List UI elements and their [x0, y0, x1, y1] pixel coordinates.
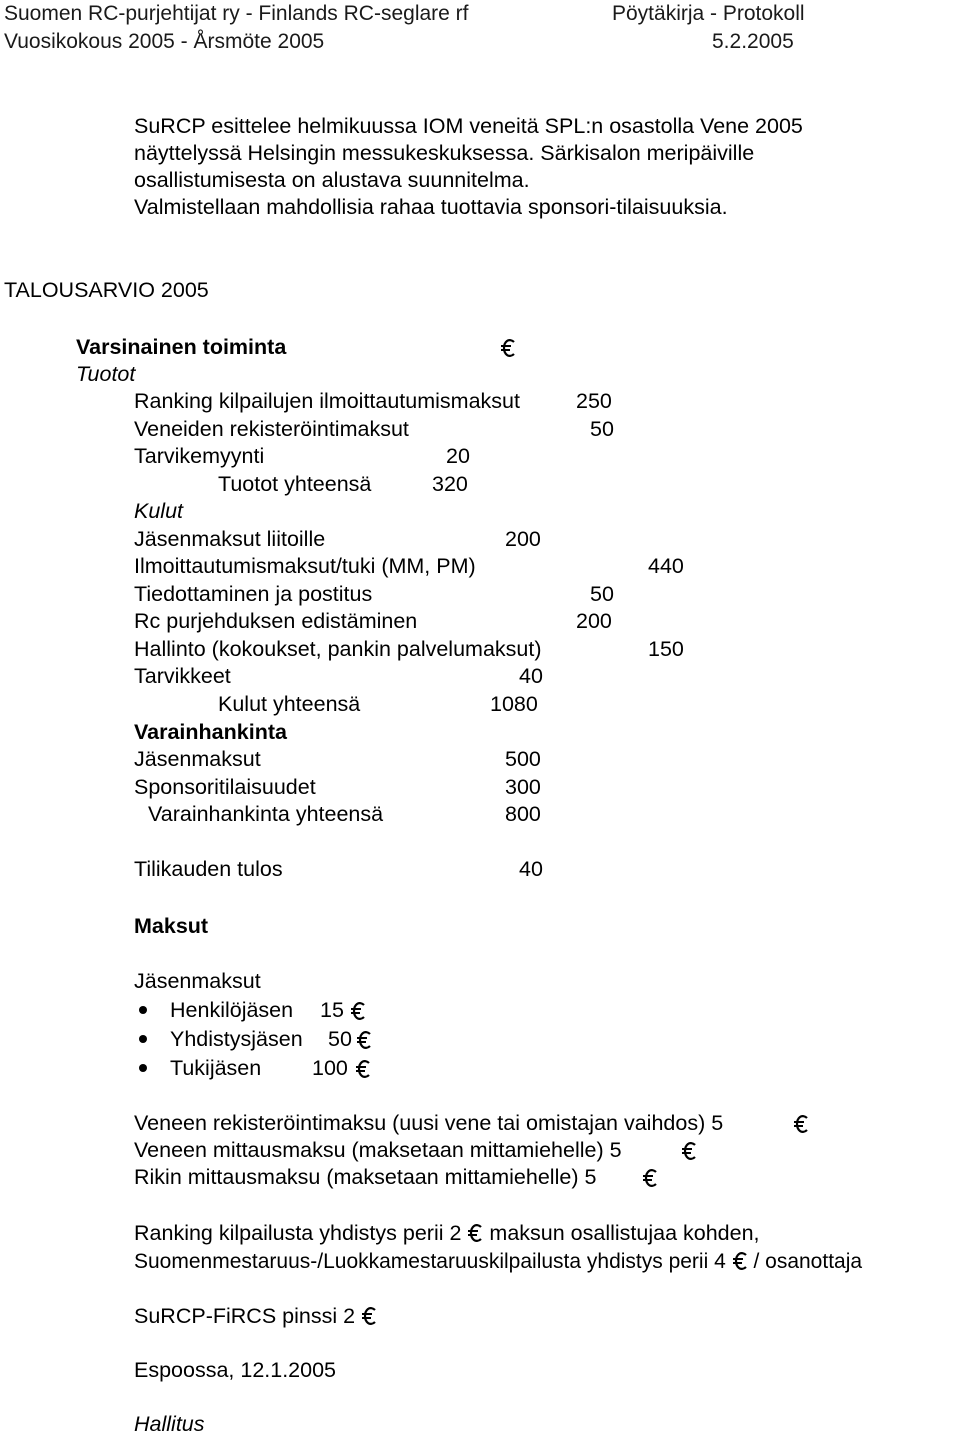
funding-heading: Varainhankinta [134, 720, 287, 744]
budget-title: TALOUSARVIO 2005 [4, 278, 209, 302]
income-row-label: Ranking kilpailujen ilmoittautumismaksut [134, 389, 520, 413]
income-total-value: 320 [432, 472, 468, 496]
fee-line: Veneen rekisteröintimaksu (uusi vene tai omistajan vaihdos) 5 [134, 1111, 724, 1135]
membership-item-amount: 100 [312, 1056, 348, 1080]
header-document-type: Pöytäkirja - Protokoll [612, 2, 805, 25]
expense-row-label: Rc purjehduksen edistäminen [134, 609, 418, 633]
result-value: 40 [519, 857, 543, 881]
place-date: Espoossa, 12.1.2005 [134, 1358, 337, 1382]
euro-icon [500, 338, 516, 358]
signature: Hallitus [134, 1412, 205, 1436]
income-row-value: 50 [590, 417, 614, 441]
funding-row-label: Jäsenmaksut [134, 747, 261, 771]
fee-line: Rikin mittausmaksu (maksetaan mittamiehelle) 5 [134, 1165, 597, 1189]
header-organization: Suomen RC-purjehtijat ry - Finlands RC-seglare rf [4, 2, 469, 25]
expenses-heading: Kulut [134, 499, 184, 523]
expense-row-value: 200 [505, 527, 541, 551]
expense-row-value: 150 [648, 637, 684, 661]
expense-row-value: 440 [648, 554, 684, 578]
euro-icon [355, 1059, 371, 1079]
fee-line: Veneen mittausmaksu (maksetaan mittamiehelle) 5 [134, 1138, 622, 1162]
funding-total-label: Varainhankinta yhteensä [148, 802, 384, 826]
intro-line: näyttelyssä Helsingin messukeskuksessa. Särkisalon meripäiville [134, 141, 755, 165]
funding-total-value: 800 [505, 802, 541, 826]
bullet-icon [139, 1035, 147, 1043]
euro-icon [350, 1001, 366, 1021]
membership-item-label: Tukijäsen [170, 1056, 262, 1080]
ranking-text: maksun osallistujaa kohden, [489, 1221, 760, 1245]
expense-row-value: 50 [590, 582, 614, 606]
euro-icon [467, 1223, 483, 1243]
income-heading: Tuotot [76, 362, 136, 386]
euro-icon [681, 1141, 697, 1161]
header-meeting: Vuosikokous 2005 - Årsmöte 2005 [4, 30, 325, 53]
expense-row-label: Hallinto (kokoukset, pankin palvelumaksut) [134, 637, 542, 661]
expense-row-label: Tiedottaminen ja postitus [134, 582, 373, 606]
membership-item-label: Yhdistysjäsen [170, 1027, 303, 1051]
income-row-value: 250 [576, 389, 612, 413]
section-label: Varsinainen toiminta [76, 335, 287, 359]
ranking-text: / osanottaja [753, 1250, 863, 1273]
euro-icon [732, 1251, 748, 1271]
fees-heading: Maksut [134, 914, 209, 938]
expense-row-label: Ilmoittautumismaksut/tuki (MM, PM) [134, 554, 476, 578]
ranking-line-1 [134, 1220, 760, 1247]
membership-item-amount: 50 [328, 1027, 352, 1051]
euro-icon [642, 1168, 658, 1188]
header-date: 5.2.2005 [712, 30, 794, 53]
intro-line: Valmistellaan mahdollisia rahaa tuottavia sponsori-tilaisuuksia. [134, 195, 728, 219]
funding-row-value: 500 [505, 747, 541, 771]
funding-row-label: Sponsoritilaisuudet [134, 775, 316, 799]
membership-label: Jäsenmaksut [134, 969, 261, 993]
pin-text: SuRCP-FiRCS pinssi 2 [134, 1304, 356, 1328]
expense-row-label: Tarvikkeet [134, 664, 231, 688]
euro-icon [793, 1114, 809, 1134]
income-row-label: Tarvikemyynti [134, 444, 265, 468]
ranking-text: Suomenmestaruus-/Luokkamestaruuskilpailusta yhdistys perii 4 [134, 1250, 726, 1273]
pin-line [134, 1303, 377, 1330]
income-row-label: Veneiden rekisteröintimaksut [134, 417, 409, 441]
income-row-value: 20 [446, 444, 470, 468]
bullet-icon [139, 1006, 147, 1014]
intro-line: osallistumisesta on alustava suunnitelma. [134, 168, 530, 192]
expense-row-label: Jäsenmaksut liitoille [134, 527, 326, 551]
expenses-total-value: 1080 [490, 692, 538, 716]
income-total-label: Tuotot yhteensä [218, 472, 372, 496]
ranking-text: Ranking kilpailusta yhdistys perii 2 [134, 1221, 462, 1245]
funding-row-value: 300 [505, 775, 541, 799]
expense-row-value: 200 [576, 609, 612, 633]
euro-icon [361, 1306, 377, 1326]
membership-item-label: Henkilöjäsen [170, 998, 294, 1022]
result-label: Tilikauden tulos [134, 857, 283, 881]
expense-row-value: 40 [519, 664, 543, 688]
bullet-icon [139, 1064, 147, 1072]
euro-icon [356, 1030, 372, 1050]
intro-line: SuRCP esittelee helmikuussa IOM veneitä SPL:n osastolla Vene 2005 [134, 114, 803, 138]
membership-item-amount: 15 [320, 998, 344, 1022]
ranking-line-2 [134, 1248, 862, 1275]
expenses-total-label: Kulut yhteensä [218, 692, 361, 716]
